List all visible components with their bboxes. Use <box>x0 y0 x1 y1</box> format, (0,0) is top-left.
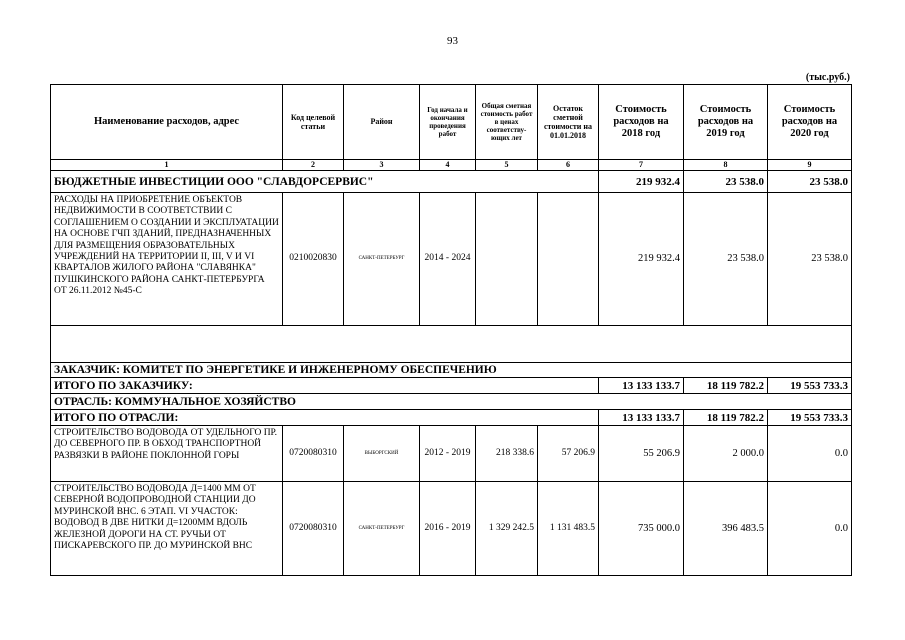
expense-cost-2020: 23 538.0 <box>768 193 852 326</box>
page-number: 93 <box>447 35 458 47</box>
industry-row <box>51 394 852 410</box>
column-number: 5 <box>476 160 538 171</box>
customer-total-2018: 13 133 133.7 <box>599 378 684 394</box>
industry-total-2018: 13 133 133.7 <box>599 410 684 426</box>
section-value-2018: 219 932.4 <box>599 171 684 193</box>
header-total-cost: Общая сметная стоимость работ в ценах соответству-ющих лет <box>476 85 538 160</box>
table-row <box>51 193 852 326</box>
column-number: 8 <box>684 160 768 171</box>
expense-cost-2019: 396 483.5 <box>684 482 768 576</box>
units-label: (тыс.руб.) <box>805 72 850 83</box>
expense-remainder <box>538 193 599 326</box>
expense-name: СТРОИТЕЛЬСТВО ВОДОВОДА Д=1400 ММ ОТ СЕВЕРНОЙ ВОДОПРОВОДНОЙ СТАНЦИИ ДО МУРИНСКОЙ ВНС. 6 ЭТАП. VI УЧАСТОК: ВОДОВОД В ДВЕ НИТКИ Д=1200ММ ВДОЛЬ ЖЕЛЕЗНОЙ ДОРОГИ НА СТ. РУЧЬИ ОТ ПИСКАРЕВСКОГО ПР. ДО МУРИНСКОЙ ВНС <box>51 482 283 576</box>
customer-row <box>51 363 852 378</box>
header-row <box>51 85 852 160</box>
column-number: 1 <box>51 160 283 171</box>
expense-cost-2019: 23 538.0 <box>684 193 768 326</box>
industry-total-2020: 19 553 733.3 <box>768 410 852 426</box>
customer-total-2020: 19 553 733.3 <box>768 378 852 394</box>
expense-remainder: 57 206.9 <box>538 426 599 482</box>
column-number: 6 <box>538 160 599 171</box>
expense-cost-2018: 55 206.9 <box>599 426 684 482</box>
header-years: Год начала и окончания проведения работ <box>420 85 476 160</box>
column-number: 4 <box>420 160 476 171</box>
expense-code: 0720080310 <box>283 482 344 576</box>
customer-total-row <box>51 378 852 394</box>
table-row <box>51 482 852 576</box>
industry-total-label: ИТОГО ПО ОТРАСЛИ: <box>51 410 599 426</box>
header-cost-2019: Стоимость расходов на 2019 год <box>684 85 768 160</box>
expense-years: 2016 - 2019 <box>420 482 476 576</box>
expense-remainder: 1 131 483.5 <box>538 482 599 576</box>
column-number-row <box>51 160 852 171</box>
expense-cost-2019: 2 000.0 <box>684 426 768 482</box>
header-remainder: Остаток сметной стоимости на 01.01.2018 <box>538 85 599 160</box>
budget-table <box>50 84 852 576</box>
section-title: БЮДЖЕТНЫЕ ИНВЕСТИЦИИ ООО "СЛАВДОРСЕРВИС" <box>51 171 599 193</box>
expense-name: РАСХОДЫ НА ПРИОБРЕТЕНИЕ ОБЪЕКТОВ НЕДВИЖИМОСТИ В СООТВЕТСТВИИ С СОГЛАШЕНИЕМ О СОЗДАНИИ И ЭКСПЛУАТАЦИИ НА ОСНОВЕ ГЧП ЗДАНИЙ, ПРЕДНАЗНАЧЕННЫХ ДЛЯ РАЗМЕЩЕНИЯ ОБРАЗОВАТЕЛЬНЫХ УЧРЕЖДЕНИЙ НА ТЕРРИТОРИИ II, III, V И VI КВАРТАЛОВ ЖИЛОГО РАЙОНА "СЛАВЯНКА" ПУШКИНСКОГО РАЙОНА САНКТ-ПЕТЕРБУРГА ОТ 26.11.2012 №45-С <box>51 193 283 326</box>
section-row <box>51 171 852 193</box>
header-cost-2018: Стоимость расходов на 2018 год <box>599 85 684 160</box>
column-number: 9 <box>768 160 852 171</box>
industry-total-row <box>51 410 852 426</box>
expense-name: СТРОИТЕЛЬСТВО ВОДОВОДА ОТ УДЕЛЬНОГО ПР. ДО СЕВЕРНОГО ПР. В ОБХОД ТРАНСПОРТНОЙ РАЗВЯЗКИ В РАЙОНЕ ПОКЛОННОЙ ГОРЫ <box>51 426 283 482</box>
column-number: 2 <box>283 160 344 171</box>
header-district: Район <box>344 85 420 160</box>
expense-total-cost: 218 338.6 <box>476 426 538 482</box>
expense-years: 2014 - 2024 <box>420 193 476 326</box>
section-value-2020: 23 538.0 <box>768 171 852 193</box>
industry-total-2019: 18 119 782.2 <box>684 410 768 426</box>
spacer-row <box>51 326 852 363</box>
header-code: Код целевой статьи <box>283 85 344 160</box>
customer-title: ЗАКАЗЧИК: КОМИТЕТ ПО ЭНЕРГЕТИКЕ И ИНЖЕНЕРНОМУ ОБЕСПЕЧЕНИЮ <box>51 363 852 378</box>
column-number: 7 <box>599 160 684 171</box>
column-number: 3 <box>344 160 420 171</box>
expense-total-cost <box>476 193 538 326</box>
expense-cost-2020: 0.0 <box>768 482 852 576</box>
expense-cost-2018: 219 932.4 <box>599 193 684 326</box>
header-cost-2020: Стоимость расходов на 2020 год <box>768 85 852 160</box>
section-value-2019: 23 538.0 <box>684 171 768 193</box>
expense-code: 0210020830 <box>283 193 344 326</box>
expense-district: ВЫБОРГСКИЙ <box>344 426 420 482</box>
industry-title: ОТРАСЛЬ: КОММУНАЛЬНОЕ ХОЗЯЙСТВО <box>51 394 852 410</box>
expense-total-cost: 1 329 242.5 <box>476 482 538 576</box>
customer-total-2019: 18 119 782.2 <box>684 378 768 394</box>
expense-code: 0720080310 <box>283 426 344 482</box>
header-name: Наименование расходов, адрес <box>51 85 283 160</box>
expense-years: 2012 - 2019 <box>420 426 476 482</box>
expense-cost-2018: 735 000.0 <box>599 482 684 576</box>
customer-total-label: ИТОГО ПО ЗАКАЗЧИКУ: <box>51 378 599 394</box>
expense-district: САНКТ-ПЕТЕРБУРГ <box>344 482 420 576</box>
expense-cost-2020: 0.0 <box>768 426 852 482</box>
table-row <box>51 426 852 482</box>
expense-district: САНКТ-ПЕТЕРБУРГ <box>344 193 420 326</box>
